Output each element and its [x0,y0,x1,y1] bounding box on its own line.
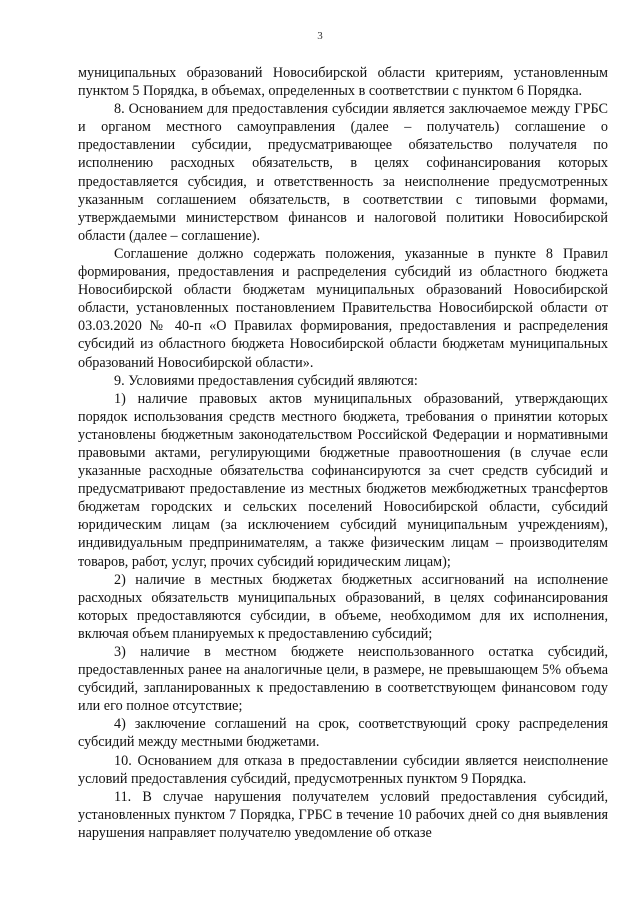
paragraph: Соглашение должно содержать положения, указанные в пункте 8 Правил формирования, предоставления и распределения субсидий из областного бюджета Новосибирской области бюджетам муниципальных образований Новосибирской области, установленных постановлением Правительства Новосибирской области от 03.03.2020 № 40-п «О Правилах формирования, предоставления и распределения субсидий из областного бюджета Новосибирской области бюджетам муниципальных образований Новосибирской области». [78,245,608,371]
paragraph: 10. Основанием для отказа в предоставлении субсидии является неисполнение условий предоставления субсидий, предусмотренных пунктом 9 Порядка. [78,752,608,787]
paragraph: 1) наличие правовых актов муниципальных образований, утверждающих порядок использования средств местного бюджета, требования о принятии которых установлены бюджетным законодательством Российской Федерации и нормативными правовыми актами, регулирующими бюджетные правоотношения (в случае если указанные расходные обязательства софинансируются за счет средств субсидий и предусматривают предоставление из местных бюджетов межбюджетных трансфертов бюджетам городских и сельских поселений Новосибирской области, субсидий юридическим лицам (за исключением субсидий муниципальным учреждениям), индивидуальным предпринимателям, а также физическим лицам – производителям товаров, работ, услуг, прочих субсидий юридическим лицам); [78,390,608,570]
paragraph: 9. Условиями предоставления субсидий являются: [114,372,418,389]
document-body [78,64,608,842]
paragraph: 8. Основанием для предоставления субсидии является заключаемое между ГРБС и органом местного самоуправления (далее – получатель) соглашение о предоставлении субсидии, предусматривающее обязательство получателя по исполнению расходных обязательств, в целях софинансирования которых предоставляется субсидия, и ответственность за неисполнение предусмотренных указанным соглашением обязательств, в соответствии с типовыми формами, утверждаемыми министерством финансов и налоговой политики Новосибирской области (далее – соглашение). [78,101,608,244]
paragraph: 11. В случае нарушения получателем условий предоставления субсидий, установленных пунктом 7 Порядка, ГРБС в течение 10 рабочих дней со дня выявления нарушения направляет получателю уведомление об отказе [78,788,608,841]
paragraph: 3) наличие в местном бюджете неиспользованного остатка субсидий, предоставленных ранее на аналогичные цели, в размере, не превышающем 5% объема субсидий, запланированных к предоставлению в соответствующем финансовом году или его полное отсутствие; [78,644,608,715]
page-number: 3 [317,30,323,42]
paragraph: 4) заключение соглашений на срок, соответствующий сроку распределения субсидий между местными бюджетами. [78,716,608,751]
paragraph: 2) наличие в местных бюджетах бюджетных ассигнований на исполнение расходных обязательств муниципальных образований, в целях софинансирования которых предоставляются субсидии, в объеме, необходимом для их исполнения, включая объем планируемых к предоставлению субсидий; [78,571,608,642]
paragraph: муниципальных образований Новосибирской области критериям, установленным пунктом 5 Порядка, в объемах, определенных в соответствии с пунктом 6 Порядка. [78,65,608,100]
